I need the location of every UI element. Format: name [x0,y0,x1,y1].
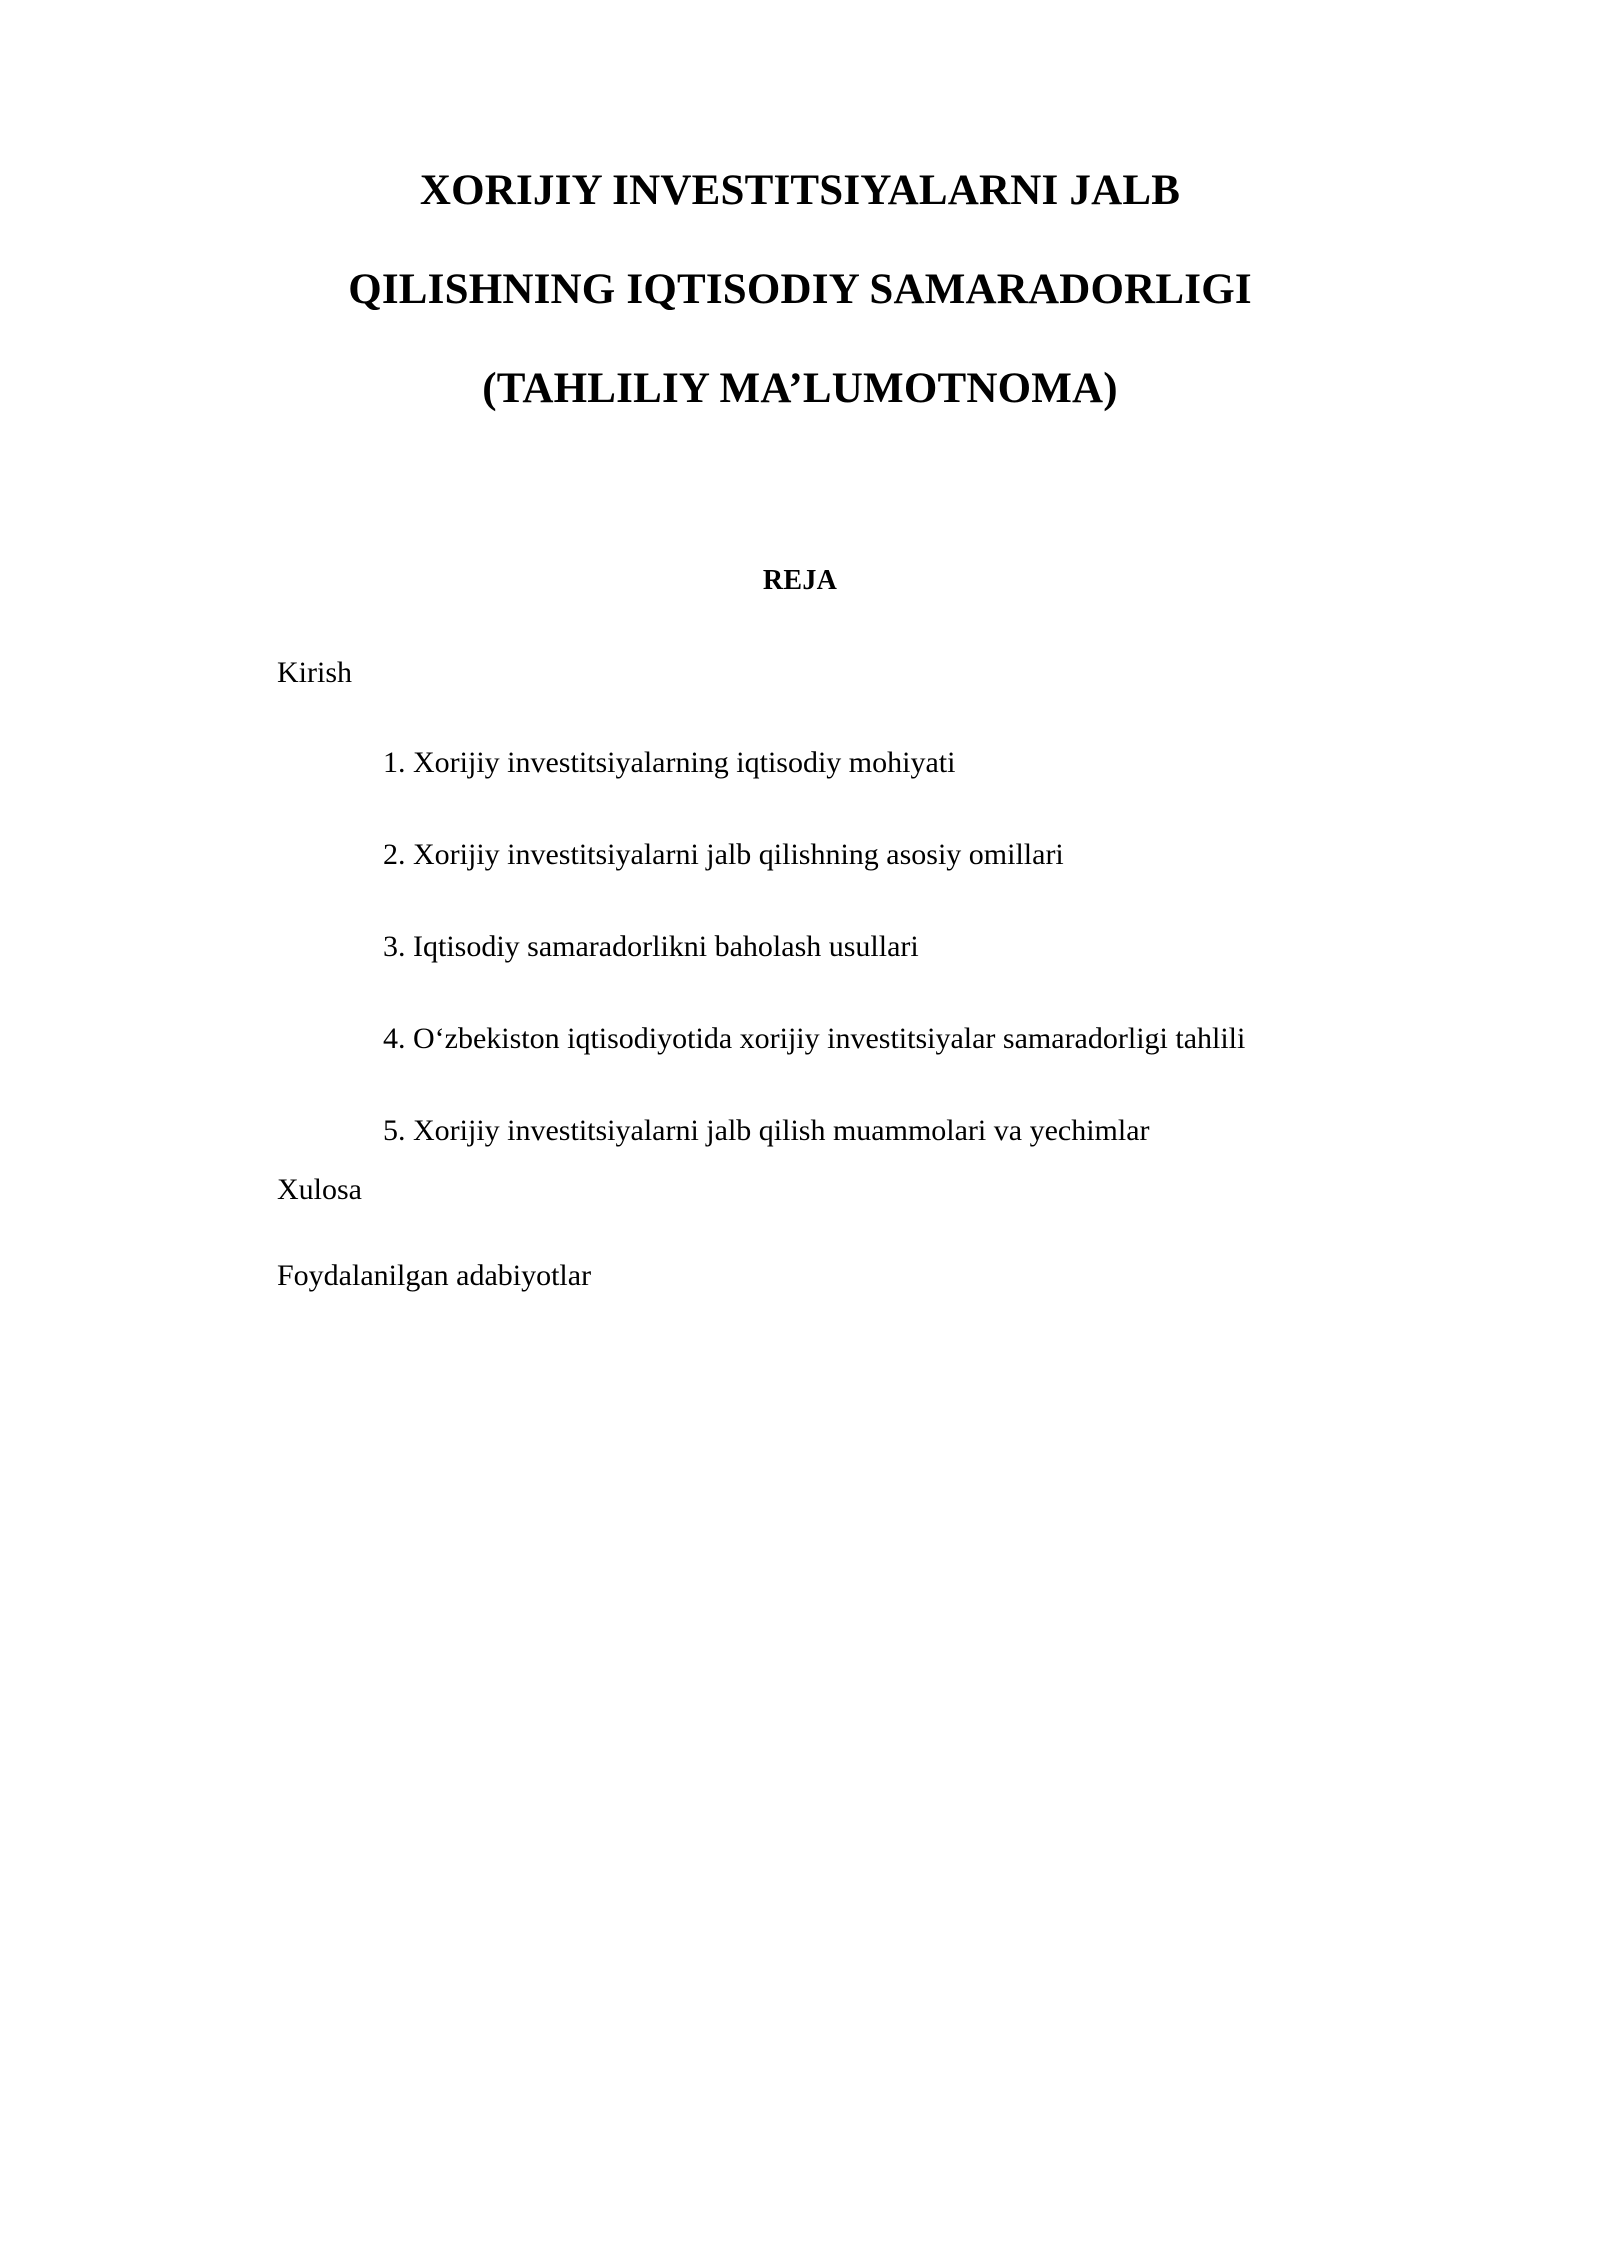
plan-heading: REJA [762,565,838,596]
intro-entry: Kirish [277,656,352,689]
list-item: 5. Xorijiy investitsiyalarni jalb qilish muammolari va yechimlar [383,1114,1150,1147]
plan-list [383,745,1473,1149]
title-line-1: XORIJIY INVESTITSIYALARNI JALB [419,166,1181,214]
references-entry: Foydalanilgan adabiyotlar [277,1259,592,1292]
list-item: 3. Iqtisodiy samaradorlikni baholash usullari [383,930,919,963]
list-item: 1. Xorijiy investitsiyalarning iqtisodiy mohiyati [383,746,956,779]
title-line-3: (TAHLILIY MA’LUMOTNOMA) [482,364,1118,412]
page-title [0,166,1600,412]
title-line-2: QILISHNING IQTISODIY SAMARADORLIGI [348,265,1252,313]
list-item: 4. O‘zbekiston iqtisodiyotida xorijiy investitsiyalar samaradorligi tahlili [383,1022,1246,1055]
list-item: 2. Xorijiy investitsiyalarni jalb qilishning asosiy omillari [383,838,1064,871]
conclusion-entry: Xulosa [277,1173,362,1206]
